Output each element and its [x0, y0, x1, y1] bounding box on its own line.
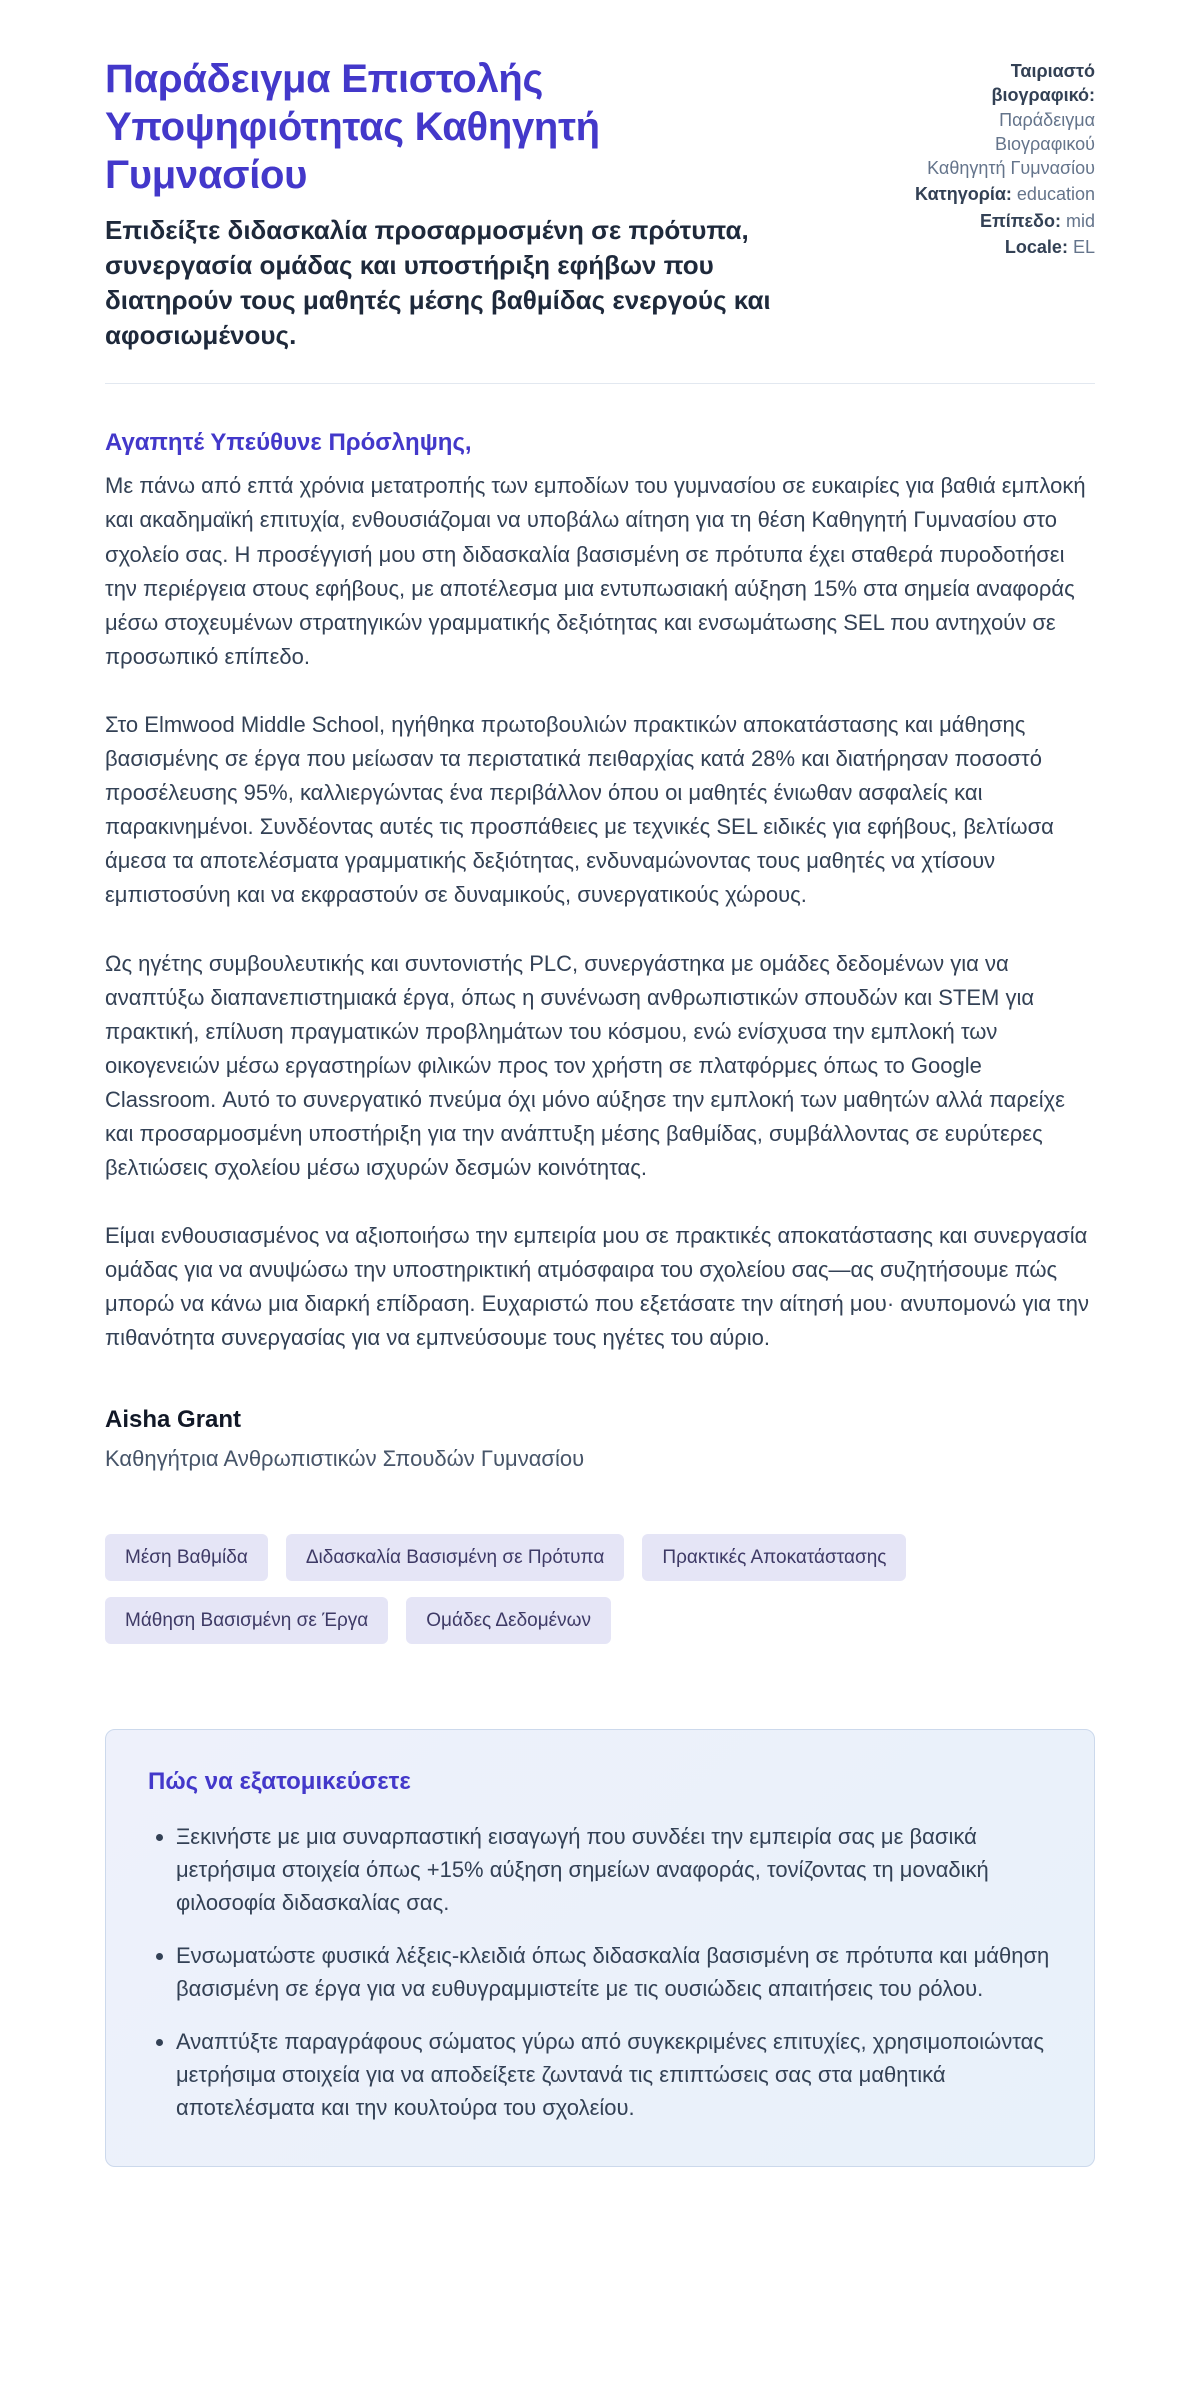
divider [105, 383, 1095, 384]
meta-value: EL [1072, 237, 1095, 258]
meta-value: education [1016, 184, 1095, 205]
meta-label: Locale: [1004, 237, 1068, 258]
meta-locale [913, 235, 1095, 259]
tag-badge: Πρακτικές Αποκατάστασης [642, 1534, 906, 1581]
page-subtitle: Επιδείξτε διδασκαλία προσαρμοσμένη σε πρότυπα, συνεργασία ομάδας και υποστήριξη εφήβων που διατηρούν τους μαθητές μέσης βαθμίδας ενεργούς και αφοσιωμένους. [105, 215, 771, 351]
tag-badge: Μάθηση Βασισμένη σε Έργα [105, 1597, 388, 1644]
meta-category [913, 182, 1095, 206]
page-header [105, 55, 1095, 353]
tag-badge: Μέση Βαθμίδα [105, 1534, 268, 1581]
customization-tips-box [105, 1729, 1095, 2167]
tip-item: • Αναπτύξτε παραγράφους σώματος γύρω από συγκεκριμένες επιτυχίες, χρησιμοποιώντας μετρήσιμα στοιχεία για να αποδείξετε ζωντανά τις επιπτώσεις σας στα μαθητικά αποτελέσματα και την κουλτούρα του σχολείου. [176, 2025, 1052, 2124]
tag-badge: Διδασκαλία Βασισμένη σε Πρότυπα [286, 1534, 625, 1581]
letter-paragraph: Ως ηγέτης συμβουλευτικής και συντονιστής PLC, συνεργάστηκα με ομάδες δεδομένων για να αναπτύξω διαπανεπιστημιακά έργα, όπως η συνένωση ανθρωπιστικών σπουδών και STEM για πρακτική, επίλυση πραγματικών προβλημάτων του κόσμου, ενώ ενίσχυσα την εμπλοκή των οικογενειών μέσω εργαστηρίων φιλικών προς τον χρήστη σε πλατφόρμες όπως το Google Classroom. Αυτό το συνεργατικό πνεύμα όχι μόνο αύξησε την εμπλοκή των μαθητών αλλά παρείχε και προσαρμοσμένη υποστήριξη για την ανάπτυξη μέσης βαθμίδας, συμβάλλοντας σε ευρύτερες βελτιώσεις σχολείου μέσω ισχυρών δεσμών κοινότητας. [105, 950, 1065, 1181]
meta-label: Κατηγορία: [915, 184, 1012, 205]
meta-value: Παράδειγμα Βιογραφικού Καθηγητή Γυμνασίου [927, 109, 1095, 179]
tips-list [148, 1820, 1052, 2124]
meta-value: mid [1065, 210, 1095, 231]
letter-body [105, 429, 1095, 1471]
letter-greeting: Αγαπητέ Υπεύθυνε Πρόσληψης, [105, 429, 472, 457]
header-title-block [105, 55, 805, 353]
meta-label: Ταιριαστό βιογραφικό: [991, 61, 1095, 106]
letter-paragraph: Με πάνω από επτά χρόνια μετατροπής των εμποδίων του γυμνασίου σε ευκαιρίες για βαθιά εμπλοκή και ακαδημαϊκή επιτυχία, ενθουσιάζομαι να υποβάλω αίτηση για τη θέση Καθηγητή Γυμνασίου στο σχολείο σας. Η προσέγγισή μου στη διδασκαλία βασισμένη σε πρότυπα έχει σταθερά πυροδοτήσει την περιέργεια στους εφήβους, με αποτέλεσμα μια εντυπωσιακή αύξηση 15% στα σημεία αναφοράς μέσω στοχευμένων στρατηγικών γραμματικής δεξιότητας και ενσωμάτωσης SEL που αντηχούν σε προσωπικό επίπεδο. [105, 473, 1086, 669]
signature-role: Καθηγήτρια Ανθρωπιστικών Σπουδών Γυμνασίου [105, 1445, 585, 1471]
meta-sidebar [913, 55, 1095, 261]
meta-matching-resume [913, 59, 1095, 180]
tag-badge: Ομάδες Δεδομένων [406, 1597, 611, 1644]
tip-item: • Ξεκινήστε με μια συναρπαστική εισαγωγή που συνδέει την εμπειρία σας με βασικά μετρήσιμα στοιχεία όπως +15% αύξηση σημείων αναφοράς, τονίζοντας τη μοναδική φιλοσοφία διδασκαλίας σας. [176, 1820, 1052, 1919]
tag-list [105, 1534, 1095, 1644]
meta-level [913, 209, 1095, 233]
signature-name: Aisha Grant [105, 1405, 242, 1433]
page-title: Παράδειγμα Επιστολής Υποψηφιότητας Καθηγητή Γυμνασίου [105, 57, 600, 197]
meta-label: Επίπεδο: [979, 210, 1061, 231]
signature-block [105, 1406, 1095, 1472]
letter-paragraph: Είμαι ενθουσιασμένος να αξιοποιήσω την εμπειρία μου σε πρακτικές αποκατάστασης και συνεργασία ομάδας για να ανυψώσω την υποστηρικτική ατμόσφαιρα του σχολείου σας—ας συζητήσουμε πώς μπορώ να κάνω μια διαρκή επίδραση. Ευχαριστώ που εξετάσατε την αίτησή μου· ανυπομονώ για την πιθανότητα συνεργασίας για να εμπνεύσουμε τους ηγέτες του αύριο. [105, 1223, 1089, 1351]
letter-paragraph: Στο Elmwood Middle School, ηγήθηκα πρωτοβουλιών πρακτικών αποκατάστασης και μάθησης βασισμένης σε έργα που μείωσαν τα περιστατικά πειθαρχίας κατά 28% και διατήρησαν ποσοστό προσέλευσης 95%, καλλιεργώντας ένα περιβάλλον όπου οι μαθητές ένιωθαν ασφαλείς και παρακινημένοι. Συνδέοντας αυτές τις προσπάθειες με τεχνικές SEL ειδικές για εφήβους, βελτίωσα άμεσα τα αποτελέσματα γραμματικής δεξιότητας, ενδυναμώνοντας τους μαθητές να χτίσουν εμπιστοσύνη και να εκφραστούν σε δυναμικούς, συνεργατικούς χώρους. [105, 711, 1054, 908]
article-page [105, 0, 1095, 2222]
tips-heading: Πώς να εξατομικεύσετε [148, 1767, 411, 1795]
tip-item: • Ενσωματώστε φυσικά λέξεις-κλειδιά όπως διδασκαλία βασισμένη σε πρότυπα και μάθηση βασισμένη σε έργα για να ευθυγραμμιστείτε με τις ουσιώδεις απαιτήσεις του ρόλου. [176, 1939, 1052, 2005]
